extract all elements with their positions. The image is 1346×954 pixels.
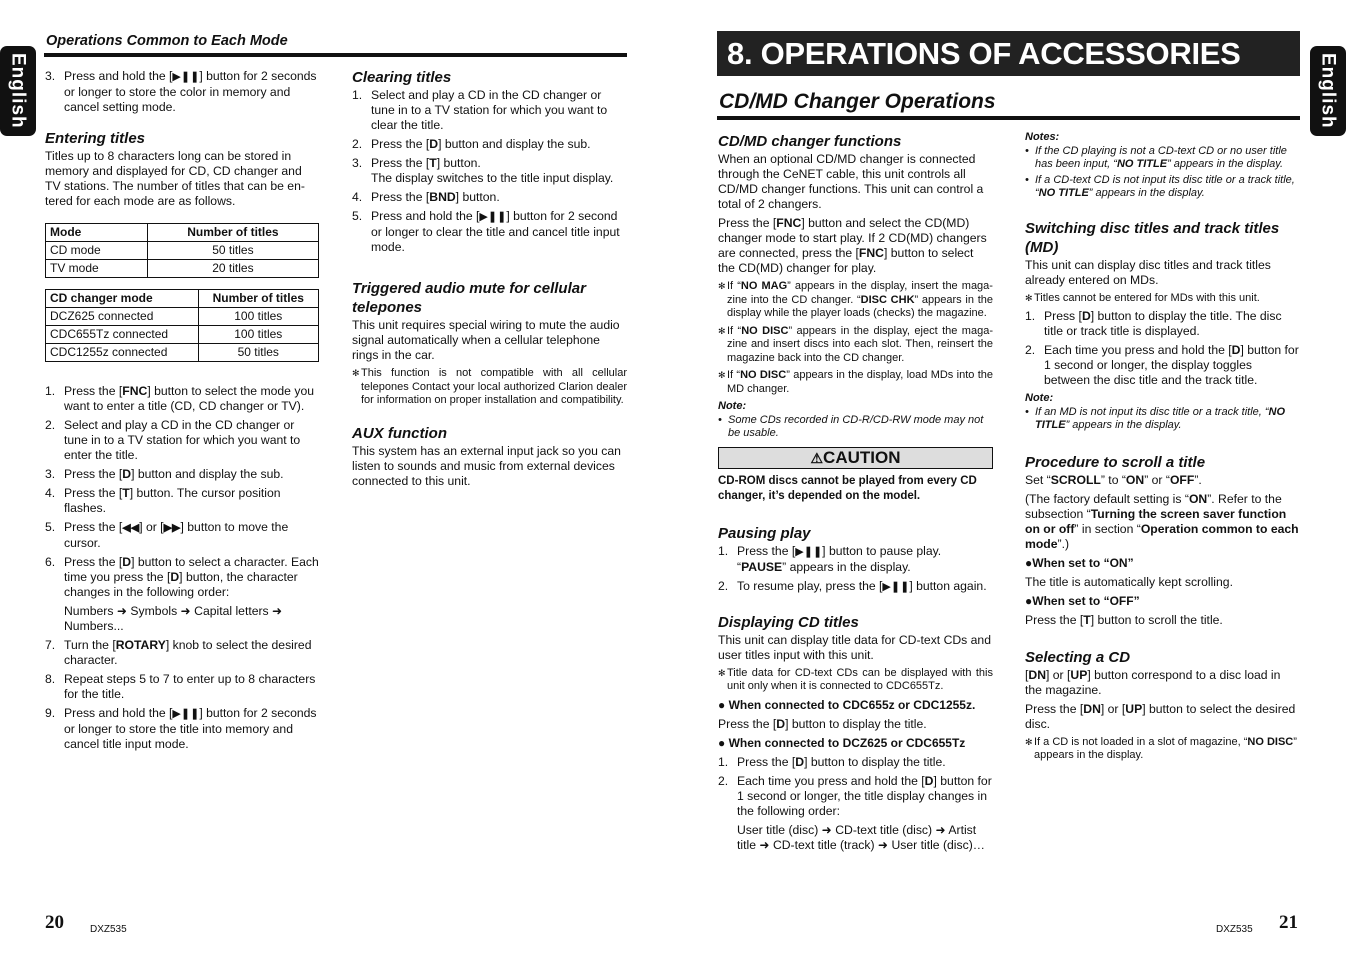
list-item: 4. Press the [BND] button. [352, 190, 500, 204]
entering-steps [45, 384, 319, 752]
mute-text: This unit requires special wiring to mute the audio signal automatically when a cellular telephone rings in the car. [352, 318, 620, 362]
section-rule [717, 116, 1300, 120]
rewind-icon: ◀◀ [122, 522, 140, 534]
table-row: CDC1255z connected 50 titles [46, 344, 319, 362]
model-right: DXZ535 [1216, 924, 1253, 935]
table-row: TV mode 20 titles [46, 260, 319, 278]
character-order: Numbers ➜ Symbols ➜ Capital letters ➜ Numbers... [64, 604, 283, 633]
list-item: 4. Press the [T] button. The cursor position flashes. [45, 486, 281, 515]
table-row: CD mode 50 titles [46, 242, 319, 260]
condition-heading: ● When connected to CDC655z or CDC1255z. [718, 697, 976, 712]
list-item: 1. Press the [FNC] button to select the mode you want to enter a title (CD, CD changer or TV). [45, 384, 314, 413]
play-pause-icon: ▶❚❚ [172, 71, 200, 83]
aux-text: This system has an external input jack so you can listen to sounds and music from external devices connected to this unit. [352, 443, 621, 488]
language-tab-label: English [7, 53, 29, 129]
note-bullet: • If a CD-text CD is not input its disc title or a track title, “NO TITLE” appears in the display. [1025, 173, 1295, 199]
list-item: 3. Press the [D] button and display the sub. [45, 467, 284, 481]
mute-note: ✻ This function is not compatible with all cellular telepones Contact your local authorized Clarion dealer for information on proper installation and compatibility. [352, 367, 627, 406]
clearing-titles-heading: Clearing titles [352, 69, 452, 86]
list-item: 5. Press and hold the [▶❚❚] button for 2 second or longer to clear the title and cancel title input mode. [352, 209, 620, 254]
pausing-heading: Pausing play [718, 524, 811, 542]
note-label: Note: [718, 400, 747, 412]
selecting-text-2: Press the [DN] or [UP] button to select the desired disc. [1025, 701, 1296, 731]
note-bullet: • Some CDs recorded in CD-R/CD-RW mode may not be usable. [718, 413, 984, 439]
cd-titles-heading: Displaying CD titles [718, 613, 859, 631]
list-item: 2. Press the [D] button and display the sub. [352, 137, 591, 151]
list-item: 2. To resume play, press the [▶❚❚] button again. [718, 578, 987, 593]
section-title: CD/MD Changer Operations [719, 90, 996, 113]
note-item: ✻ If “NO MAG” appears in the display, insert the magazine into the CD changer. “DISC CHK” appears in the display while the player loads (checks) the magazine. [718, 280, 993, 319]
scroll-text: Set “SCROLL” to “ON” or “OFF”. [1025, 472, 1202, 487]
note-bullet: • If the CD playing is not a CD-text CD or no user title has been input, “NO TITLE” appears in the display. [1025, 144, 1287, 170]
aux-heading: AUX function [352, 424, 447, 442]
note-item: ✻ If “NO DISC” appears in the display, load MDs into the MD changer. [718, 369, 993, 395]
caution-text: CD-ROM discs cannot be played from every CD changer, it’s depended on the model. [718, 474, 977, 502]
selecting-text: [DN] or [UP] button correspond to a disc load in the magazine. [1025, 667, 1281, 697]
page-header: Operations Common to Each Mode [46, 33, 288, 49]
right-column-1 [718, 132, 993, 853]
entering-titles-heading: Entering titles [45, 130, 146, 147]
list-item: 3. Press the [T] button. The display switches to the title input display. [352, 156, 614, 185]
title-order: User title (disc) ➜ CD-text title (disc) ➜ Artist title ➜ CD-text title (track) ➜ User title (disc)… [737, 822, 985, 852]
note-item: ✻ Titles cannot be entered for MDs with this unit. [1025, 291, 1260, 304]
condition-heading: ●When set to “OFF” [1025, 593, 1140, 608]
cd-titles-text: This unit can display title data for CD-text CDs and user titles input with this unit. [718, 632, 991, 662]
note-item: ✻ Title data for CD-text CDs can be displayed with this unit only when it is connected to CDC655Tz. [718, 666, 993, 692]
language-tab-left [0, 46, 36, 136]
condition-text: Press the [D] button to display the title. [718, 716, 927, 731]
list-item: 1. Press the [D] button to display the title. [718, 754, 946, 769]
list-item: 7. Turn the [ROTARY] knob to select the desired character. [45, 638, 312, 667]
list-item: 9. Press and hold the [▶❚❚] button for 2 seconds or longer to store the title into memory and cancel title input mode. [45, 706, 317, 751]
condition-heading: ●When set to “ON” [1025, 555, 1134, 570]
scroll-default-text: (The factory default setting is “ON”. Refer to the subsection “Turning the screen saver function on or off” in section “Operation common to each mode”.) [1025, 491, 1299, 551]
table-row: DCZ625 connected 100 titles [46, 308, 319, 326]
entering-titles-text: Titles up to 8 characters long can be stored in memory and displayed for CD, CD changer and TV stations. The number of titles that can be entered for each mode are as follows. [45, 149, 305, 208]
functions-text-2: Press the [FNC] button and select the CD(MD) changer mode to start play. If 2 CD(MD) changers are connected, press the [FNC] button to select the CD(MD) changer for play. [718, 216, 987, 275]
language-tab-right [1310, 46, 1346, 136]
list-item: 8. Repeat steps 5 to 7 to enter up to 8 characters for the title. [45, 672, 316, 701]
switching-heading: Switching disc titles and track titles (MD) [1025, 219, 1280, 256]
left-column-2 [352, 68, 627, 493]
functions-text: When an optional CD/MD changer is connected through the CeNET cable, this unit controls all CD/MD changer functions. This unit can control a total of 2 changers. [718, 152, 984, 211]
list-item: 2. Select and play a CD in the CD changer or tune in to a TV station for which you want to enter the title. [45, 418, 301, 462]
list-item: 2. Each time you press and hold the [D] button for 1 second or longer, the title display changes in the following order: [718, 773, 992, 818]
play-pause-icon: ▶❚❚ [172, 708, 200, 720]
mute-heading: Triggered audio mute for cellular telepones [352, 280, 586, 316]
play-pause-icon: ▶❚❚ [795, 545, 823, 558]
chapter-banner [717, 31, 1300, 76]
header-rule [44, 53, 627, 57]
right-column-2 [1025, 131, 1300, 767]
caution-box: ⚠CAUTION [718, 447, 993, 469]
chapter-title: 8. OPERATIONS OF ACCESSORIES [727, 36, 1241, 71]
note-label: Note: [1025, 392, 1054, 404]
note-item: ✻ If “NO DISC” appears in the display, eject the magazine and insert discs into each slot. Then, reinsert the magazine back into the CD changer. [718, 324, 993, 364]
note-item: ✻ If a CD is not loaded in a slot of magazine, “NO DISC” appears in the display. [1025, 735, 1297, 761]
condition-text: The title is automatically kept scrolling. [1025, 574, 1233, 589]
model-left: DXZ535 [90, 924, 127, 935]
selecting-heading: Selecting a CD [1025, 648, 1131, 666]
titles-table: Mode Number of titles CD mode 50 titles TV mode 20 titles [45, 223, 319, 278]
table-row: CDC655Tz connected 100 titles [46, 326, 319, 344]
play-pause-icon: ▶❚❚ [479, 211, 507, 223]
notes-label: Notes: [1025, 131, 1060, 143]
list-item: 2. Each time you press and hold the [D] button for 1 second or longer, the display toggles between the disc title and the track title. [1025, 343, 1299, 387]
warning-icon: ⚠ [810, 449, 824, 466]
fast-forward-icon: ▶▶ [163, 522, 181, 534]
list-item: 1. Press the [▶❚❚] button to pause play. “PAUSE” appears in the display. [718, 543, 942, 574]
list-item: 5. Press the [◀◀] or [▶▶] button to move the cursor. [45, 520, 289, 550]
condition-heading: ● When connected to DCZ625 or CDC655Tz [718, 735, 966, 750]
changer-functions-heading: CD/MD changer functions [718, 133, 902, 150]
list-item: 1. Select and play a CD in the CD changer or tune in to a TV station for which you want to clear the title. [352, 88, 608, 132]
list-item: 3. Press and hold the [▶❚❚] button for 2 seconds or longer to store the color in memory and cancel setting mode. [45, 69, 317, 114]
page-number-right: 21 [1279, 912, 1298, 933]
play-pause-icon: ▶❚❚ [882, 580, 910, 593]
switching-text: This unit can display disc titles and track titles already entered on MDs. [1025, 257, 1271, 287]
note-bullet: • If an MD is not input its disc title or a track title, “NO TITLE” appears in the display. [1025, 405, 1286, 431]
left-column-1 [45, 69, 319, 756]
changer-titles-table: CD changer mode Number of titles DCZ625 connected 100 titles CDC655Tz connected 100 titles CDC1255z connected 50 titles [45, 289, 319, 362]
list-item: 1. Press [D] button to display the title. The disc title or track title is displayed. [1025, 309, 1282, 338]
list-item: 6. Press the [D] button to select a character. Each time you press the [D] button, the character changes in the following order: [45, 555, 319, 599]
condition-text: Press the [T] button to scroll the title. [1025, 612, 1223, 627]
language-tab-label: English [1317, 53, 1339, 129]
page-number-left: 20 [45, 912, 64, 933]
scroll-heading: Procedure to scroll a title [1025, 453, 1206, 471]
